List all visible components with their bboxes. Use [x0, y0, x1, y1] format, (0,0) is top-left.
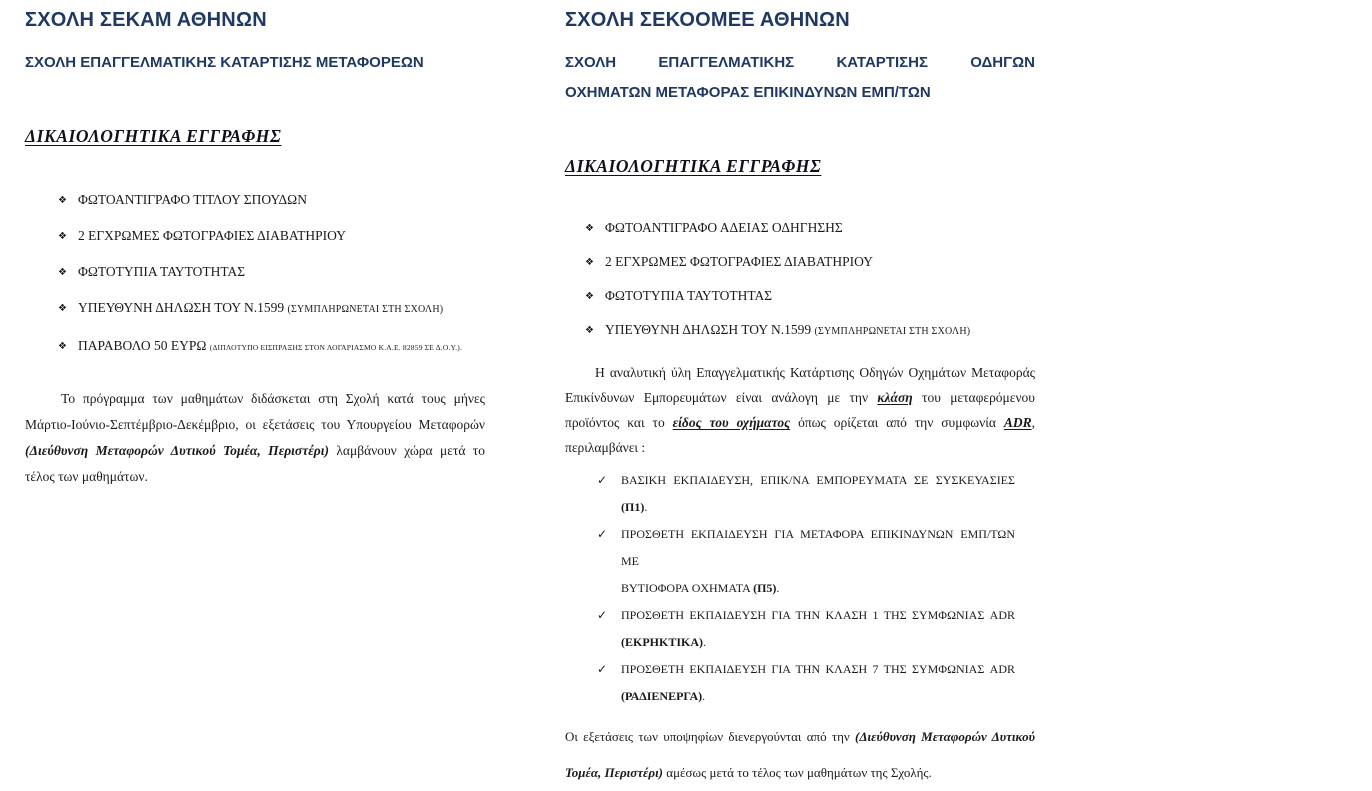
paragraph-text: , περιλαμβάνει : — [565, 415, 1036, 455]
left-school-subtitle: ΣΧΟΛΗ ΕΠΑΓΓΕΛΜΑΤΙΚΗΣ ΚΑΤΑΡΤΙΣΗΣ ΜΕΤΑΦΟΡΕΩΝ — [25, 54, 424, 71]
checklist-text: . — [702, 689, 706, 703]
paragraph-text: του μεταφερόμενου προϊόντος και το — [565, 390, 1035, 430]
left-school-title: ΣΧΟΛΗ ΣΕΚΑΜ ΑΘΗΝΩΝ — [25, 9, 267, 31]
subtitle-line: ΟΧΗΜΑΤΩΝ ΜΕΤΑΦΟΡΑΣ ΕΠΙΚΙΝΔΥΝΩΝ ΕΜΠ/ΤΩΝ — [565, 84, 931, 101]
left-section-heading: ΔΙΚΑΙΟΛΟΓΗΤΙΚΑ ΕΓΓΡΑΦΗΣ — [25, 126, 282, 146]
paragraph-text: Η αναλυτική ύλη Επαγγελματικής Κατάρτισης Οδηγών Οχημάτων Μεταφοράς Επικίνδυνων Εμπορευμάτων είναι ανάλογη με την — [565, 365, 1035, 405]
list-item — [25, 191, 485, 208]
checklist-text: . — [703, 635, 707, 649]
paragraph-text: Το πρόγραμμα των μαθημάτων διδάσκεται στη Σχολή κατά τους μήνες Μάρτιο-Ιούνιο-Σεπτέμβριο-Δεκέμβριο, οι εξετάσεις του Υπουργείου Μεταφορών — [25, 391, 485, 432]
list-item-label: ΠΑΡΑΒΟΛΟ 50 ΕΥΡΩ — [78, 338, 210, 353]
checklist-text: ΒΥΤΙΟΦΟΡΑ ΟΧΗΜΑΤΑ — [621, 581, 754, 595]
list-item-note: (ΣΥΜΠΛΗΡΩΝΕΤΑΙ ΣΤΗ ΣΧΟΛΗ) — [814, 326, 971, 337]
paragraph-emphasis: κλάση — [877, 390, 913, 405]
list-item — [565, 219, 1035, 236]
list-item — [25, 227, 485, 244]
right-requirements-list — [565, 219, 1035, 340]
check-icon: ✓ — [597, 608, 608, 622]
checklist-item-line — [621, 629, 1015, 656]
list-item-note: (ΔΙΠΛΟΤΥΠΟ ΕΙΣΠΡΑΞΗΣ ΣΤΟΝ ΛΟΓΑΡΙΑΣΜΟ Κ.Α.Ε. 82859 ΣΕ Δ.Ο.Υ.). — [209, 343, 463, 352]
paragraph-emphasis: είδος του οχήματος — [672, 415, 791, 430]
checklist-text: . — [776, 581, 780, 595]
subtitle-line: ΣΧΟΛΗ ΕΠΑΓΓΕΛΜΑΤΙΚΗΣ ΚΑΤΑΡΤΙΣΗΣ ΟΔΗΓΩΝ — [565, 54, 1035, 71]
check-icon: ✓ — [597, 662, 608, 676]
paragraph-text: Οι εξετάσεις των υποψηφίων διενεργούνται από την — [565, 729, 856, 744]
list-item — [25, 299, 485, 318]
diamond-bullet-icon: ❖ — [585, 223, 594, 234]
checklist-code: (Π5) — [753, 581, 777, 595]
checklist-code: (ΕΚΡΗΚΤΙΚΑ) — [621, 635, 704, 649]
checklist-item-line: ΠΡΟΣΘΕΤΗ ΕΚΠΑΙΔΕΥΣΗ ΓΙΑ ΜΕΤΑΦΟΡΑ ΕΠΙΚΙΝΔΥΝΩΝ ΕΜΠ/ΤΩΝ ΜΕ — [621, 527, 1015, 568]
list-item-label: ΦΩΤΟΑΝΤΙΓΡΑΦΟ ΤΙΤΛΟΥ ΣΠΟΥΔΩΝ — [78, 192, 307, 207]
list-item-label: ΦΩΤΟΑΝΤΙΓΡΑΦΟ ΑΔΕΙΑΣ ΟΔΗΓΗΣΗΣ — [605, 220, 843, 235]
check-icon: ✓ — [597, 527, 608, 541]
list-item-label: ΦΩΤΟΤΥΠΙΑ ΤΑΥΤΟΤΗΤΑΣ — [78, 264, 246, 279]
right-outro-paragraph — [565, 719, 1035, 791]
right-school-subtitle — [565, 48, 1035, 108]
diamond-bullet-icon: ❖ — [58, 341, 67, 352]
check-icon: ✓ — [597, 473, 608, 487]
checklist-code: (ΡΑΔΙΕΝΕΡΓΑ) — [621, 689, 703, 703]
right-intro-paragraph — [565, 360, 1035, 460]
checklist-item-line — [621, 494, 1015, 521]
list-item — [565, 253, 1035, 270]
checklist-code: (Π1) — [621, 500, 645, 514]
checklist-item-line: ΠΡΟΣΘΕΤΗ ΕΚΠΑΙΔΕΥΣΗ ΓΙΑ ΤΗΝ ΚΛΑΣΗ 1 ΤΗΣ ΣΥΜΦΩΝΙΑΣ ADR — [621, 608, 1015, 622]
paragraph-text: λαμβάνουν χώρα μετά το τέλος των μαθημάτων. — [25, 443, 485, 484]
right-section-heading: ΔΙΚΑΙΟΛΟΓΗΤΙΚΑ ΕΓΓΡΑΦΗΣ — [565, 156, 822, 176]
list-item-label: ΦΩΤΟΤΥΠΙΑ ΤΑΥΤΟΤΗΤΑΣ — [605, 288, 773, 303]
diamond-bullet-icon: ❖ — [58, 231, 67, 242]
left-info-paragraph — [25, 386, 485, 490]
checklist-item-line — [621, 683, 1015, 710]
diamond-bullet-icon: ❖ — [58, 303, 67, 314]
diamond-bullet-icon: ❖ — [58, 195, 67, 206]
list-item-label: 2 ΕΓΧΡΩΜΕΣ ΦΩΤΟΓΡΑΦΙΕΣ ΔΙΑΒΑΤΗΡΙΟΥ — [78, 228, 347, 243]
diamond-bullet-icon: ❖ — [58, 267, 67, 278]
list-item — [565, 321, 1035, 340]
checklist-item — [597, 656, 1015, 710]
list-item — [25, 263, 485, 280]
checklist-text: . — [644, 500, 648, 514]
diamond-bullet-icon: ❖ — [585, 325, 594, 336]
paragraph-text: όπως ορίζεται από την συμφωνία — [790, 415, 1004, 430]
right-school-title: ΣΧΟΛΗ ΣΕΚΟΟΜΕΕ ΑΘΗΝΩΝ — [565, 9, 850, 31]
list-item-label: ΥΠΕΥΘΥΝΗ ΔΗΛΩΣΗ ΤΟΥ Ν.1599 — [78, 300, 288, 315]
checklist-item — [597, 467, 1015, 521]
checklist-item — [597, 602, 1015, 656]
right-column — [565, 8, 1035, 791]
checklist-item-line — [621, 575, 1015, 602]
paragraph-text: αμέσως μετά το τέλος των μαθημάτων της Σχολής. — [663, 765, 932, 780]
paragraph-emphasis: (Διεύθυνση Μεταφορών Δυτικού Τομέα, Περιστέρι) — [25, 443, 329, 458]
list-item-label: ΥΠΕΥΘΥΝΗ ΔΗΛΩΣΗ ΤΟΥ Ν.1599 — [605, 322, 815, 337]
paragraph-emphasis: (Διεύθυνση Μεταφορών Δυτικού Τομέα, Περιστέρι) — [565, 729, 1035, 780]
checklist-item-line: ΠΡΟΣΘΕΤΗ ΕΚΠΑΙΔΕΥΣΗ ΓΙΑ ΤΗΝ ΚΛΑΣΗ 7 ΤΗΣ ΣΥΜΦΩΝΙΑΣ ADR — [621, 662, 1015, 676]
list-item-note: (ΣΥΜΠΛΗΡΩΝΕΤΑΙ ΣΤΗ ΣΧΟΛΗ) — [287, 304, 444, 315]
diamond-bullet-icon: ❖ — [585, 291, 594, 302]
checklist-item-line: ΒΑΣΙΚΗ ΕΚΠΑΙΔΕΥΣΗ, ΕΠΙΚ/ΝΑ ΕΜΠΟΡΕΥΜΑΤΑ ΣΕ ΣΥΣΚΕΥΑΣΙΕΣ — [621, 473, 1015, 487]
diamond-bullet-icon: ❖ — [585, 257, 594, 268]
left-requirements-list — [25, 191, 485, 356]
checklist-item — [597, 521, 1015, 602]
list-item — [25, 337, 485, 356]
training-modules-checklist — [597, 467, 1015, 710]
left-column — [25, 8, 485, 490]
paragraph-emphasis: ADR — [1003, 415, 1032, 430]
list-item-label: 2 ΕΓΧΡΩΜΕΣ ΦΩΤΟΓΡΑΦΙΕΣ ΔΙΑΒΑΤΗΡΙΟΥ — [605, 254, 874, 269]
list-item — [565, 287, 1035, 304]
